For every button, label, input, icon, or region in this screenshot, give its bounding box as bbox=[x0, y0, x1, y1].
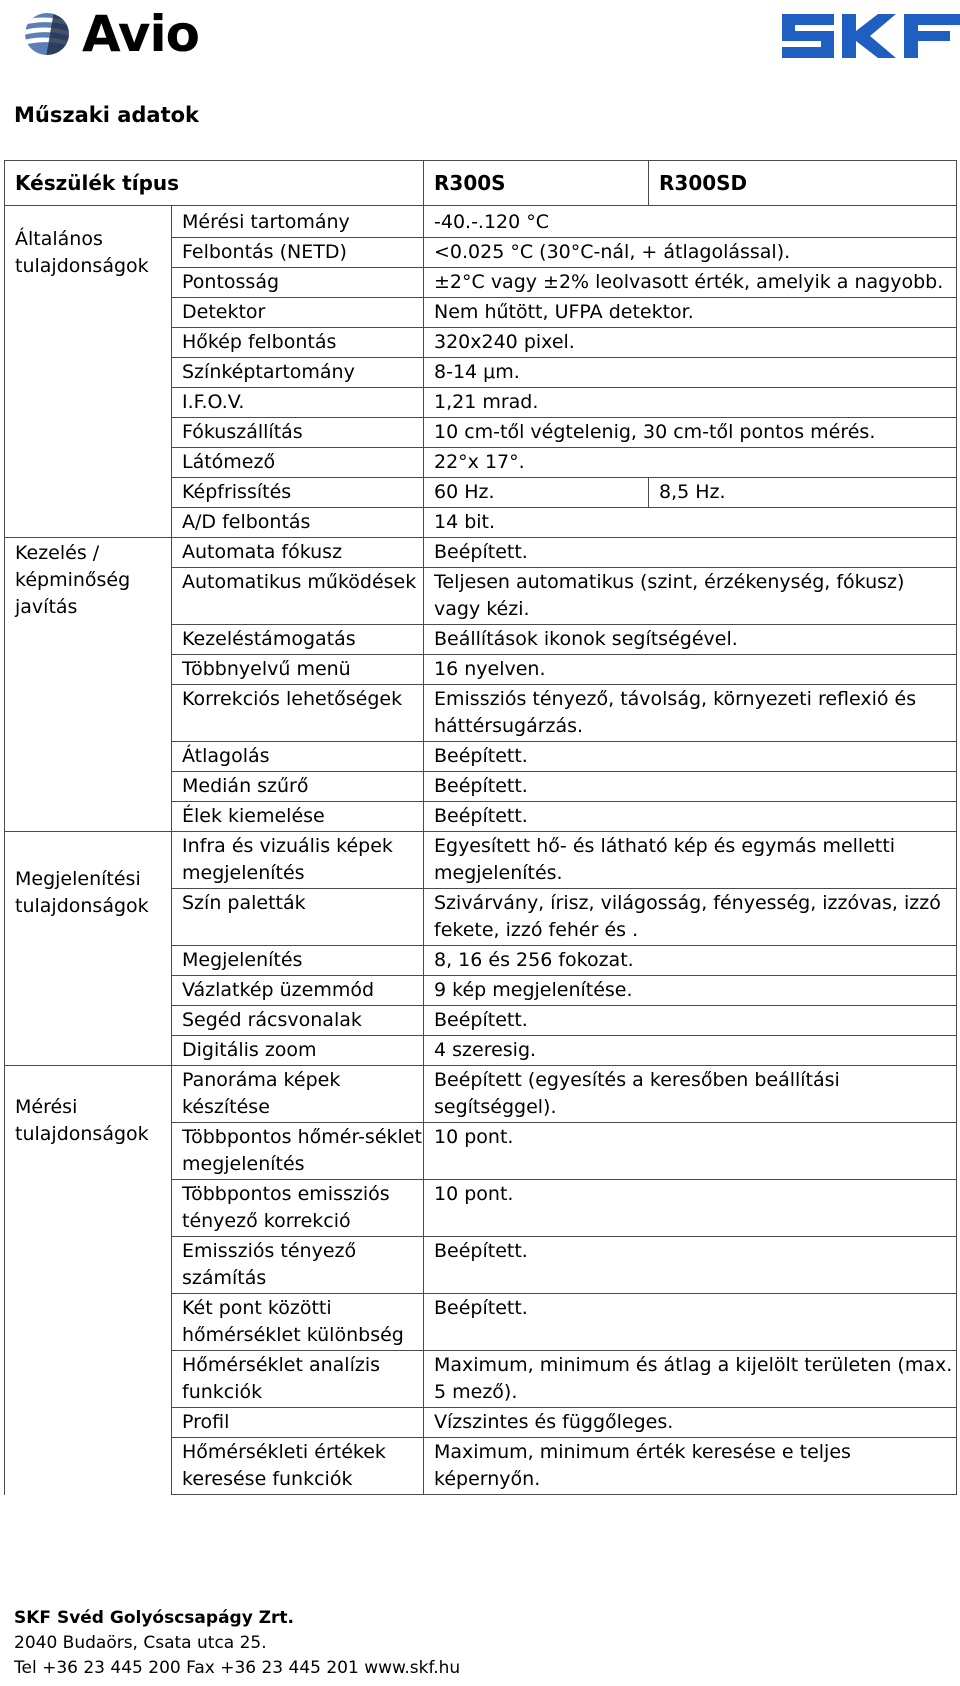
value-cell: Beépített. bbox=[424, 1006, 957, 1036]
feature-cell: I.F.O.V. bbox=[172, 388, 424, 418]
value-cell: Szivárvány, írisz, világosság, fényesség, izzóvas, izzó fekete, izzó fehér és . bbox=[424, 889, 957, 946]
group-label: Mérési tulajdonságok bbox=[5, 1066, 172, 1495]
feature-cell: Két pont közötti hőmérséklet különbség bbox=[172, 1294, 424, 1351]
value-cell: Vízszintes és függőleges. bbox=[424, 1408, 957, 1438]
feature-cell: Profil bbox=[172, 1408, 424, 1438]
value-cell: 9 kép megjelenítése. bbox=[424, 976, 957, 1006]
value-cell-r300s: 60 Hz. bbox=[424, 478, 649, 508]
table-row bbox=[5, 206, 957, 238]
value-cell: -40.-.120 °C bbox=[424, 206, 957, 238]
value-cell: Maximum, minimum és átlag a kijelölt területen (max. 5 mező). bbox=[424, 1351, 957, 1408]
value-cell-r300sd: 8,5 Hz. bbox=[649, 478, 957, 508]
spec-table bbox=[4, 160, 957, 1495]
value-cell: 10 pont. bbox=[424, 1180, 957, 1237]
value-cell: Beépített (egyesítés a keresőben beállítási segítséggel). bbox=[424, 1066, 957, 1123]
feature-cell: Korrekciós lehetőségek bbox=[172, 685, 424, 742]
feature-cell: Mérési tartomány bbox=[172, 206, 424, 238]
footer-company: SKF Svéd Golyóscsapágy Zrt. bbox=[14, 1608, 295, 1628]
feature-cell: Infra és vizuális képek megjelenítés bbox=[172, 832, 424, 889]
value-cell: <0.025 °C (30°C-nál, + átlagolással). bbox=[424, 238, 957, 268]
value-cell: Beépített. bbox=[424, 802, 957, 832]
feature-cell: Látómező bbox=[172, 448, 424, 478]
feature-cell: Medián szűrő bbox=[172, 772, 424, 802]
value-cell: 22°x 17°. bbox=[424, 448, 957, 478]
value-cell: Beépített. bbox=[424, 538, 957, 568]
avio-logo bbox=[20, 5, 199, 63]
value-cell: Emissziós tényező, távolság, környezeti reflexió és háttérsugárzás. bbox=[424, 685, 957, 742]
feature-cell: Hőmérsékleti értékek keresése funkciók bbox=[172, 1438, 424, 1495]
feature-cell: Élek kiemelése bbox=[172, 802, 424, 832]
value-cell: Beépített. bbox=[424, 1294, 957, 1351]
feature-cell: Automata fókusz bbox=[172, 538, 424, 568]
feature-cell: A/D felbontás bbox=[172, 508, 424, 538]
feature-cell: Szín paletták bbox=[172, 889, 424, 946]
table-header-row bbox=[5, 161, 957, 206]
value-cell: Beépített. bbox=[424, 772, 957, 802]
value-cell: Beépített. bbox=[424, 1237, 957, 1294]
feature-cell: Megjelenítés bbox=[172, 946, 424, 976]
feature-cell: Többpontos emissziós tényező korrekció bbox=[172, 1180, 424, 1237]
value-cell: Beépített. bbox=[424, 742, 957, 772]
feature-cell: Képfrissítés bbox=[172, 478, 424, 508]
value-cell: 10 cm-től végtelenig, 30 cm-től pontos mérés. bbox=[424, 418, 957, 448]
value-cell: Beállítások ikonok segítségével. bbox=[424, 625, 957, 655]
feature-cell: Hőkép felbontás bbox=[172, 328, 424, 358]
group-label: Kezelés / képminőség javítás bbox=[5, 538, 172, 832]
avio-logo-text: Avio bbox=[82, 5, 199, 63]
feature-cell: Segéd rácsvonalak bbox=[172, 1006, 424, 1036]
value-cell: 8-14 μm. bbox=[424, 358, 957, 388]
table-row bbox=[5, 1066, 957, 1123]
value-cell: Teljesen automatikus (szint, érzékenység, fókusz) vagy kézi. bbox=[424, 568, 957, 625]
feature-cell: Pontosság bbox=[172, 268, 424, 298]
value-cell: 8, 16 és 256 fokozat. bbox=[424, 946, 957, 976]
device-type-header: Készülék típus bbox=[5, 161, 424, 206]
value-cell: 14 bit. bbox=[424, 508, 957, 538]
feature-cell: Kezeléstámogatás bbox=[172, 625, 424, 655]
feature-cell: Vázlatkép üzemmód bbox=[172, 976, 424, 1006]
value-cell: 16 nyelven. bbox=[424, 655, 957, 685]
value-cell: Maximum, minimum érték keresése e teljes képernyőn. bbox=[424, 1438, 957, 1495]
value-cell: 10 pont. bbox=[424, 1123, 957, 1180]
feature-cell: Emissziós tényező számítás bbox=[172, 1237, 424, 1294]
feature-cell: Többnyelvű menü bbox=[172, 655, 424, 685]
feature-cell: Többpontos hőmér-séklet megjelenítés bbox=[172, 1123, 424, 1180]
avio-globe-icon bbox=[20, 11, 78, 57]
feature-cell: Automatikus működések bbox=[172, 568, 424, 625]
feature-cell: Fókuszállítás bbox=[172, 418, 424, 448]
feature-cell: Panoráma képek készítése bbox=[172, 1066, 424, 1123]
feature-cell: Színképtartomány bbox=[172, 358, 424, 388]
feature-cell: Átlagolás bbox=[172, 742, 424, 772]
feature-cell: Hőmérséklet analízis funkciók bbox=[172, 1351, 424, 1408]
skf-logo-mark bbox=[782, 14, 960, 58]
table-row bbox=[5, 538, 957, 568]
feature-cell: Digitális zoom bbox=[172, 1036, 424, 1066]
page-title: Műszaki adatok bbox=[14, 103, 200, 127]
value-cell: 320x240 pixel. bbox=[424, 328, 957, 358]
group-label: Általános tulajdonságok bbox=[5, 206, 172, 538]
group-label: Megjelenítési tulajdonságok bbox=[5, 832, 172, 1066]
value-cell: 1,21 mrad. bbox=[424, 388, 957, 418]
value-cell: 4 szeresig. bbox=[424, 1036, 957, 1066]
value-cell: Egyesített hő- és látható kép és egymás melletti megjelenítés. bbox=[424, 832, 957, 889]
model-r300s-header: R300S bbox=[424, 161, 649, 206]
value-cell: ±2°C vagy ±2% leolvasott érték, amelyik a nagyobb. bbox=[424, 268, 957, 298]
value-cell: Nem hűtött, UFPA detektor. bbox=[424, 298, 957, 328]
footer bbox=[14, 1606, 460, 1681]
footer-address: 2040 Budaörs, Csata utca 25. bbox=[14, 1633, 267, 1653]
feature-cell: Felbontás (NETD) bbox=[172, 238, 424, 268]
table-row bbox=[5, 832, 957, 889]
model-r300sd-header: R300SD bbox=[649, 161, 957, 206]
feature-cell: Detektor bbox=[172, 298, 424, 328]
skf-logo bbox=[782, 14, 960, 58]
footer-contact: Tel +36 23 445 200 Fax +36 23 445 201 www.skf.hu bbox=[14, 1658, 461, 1678]
